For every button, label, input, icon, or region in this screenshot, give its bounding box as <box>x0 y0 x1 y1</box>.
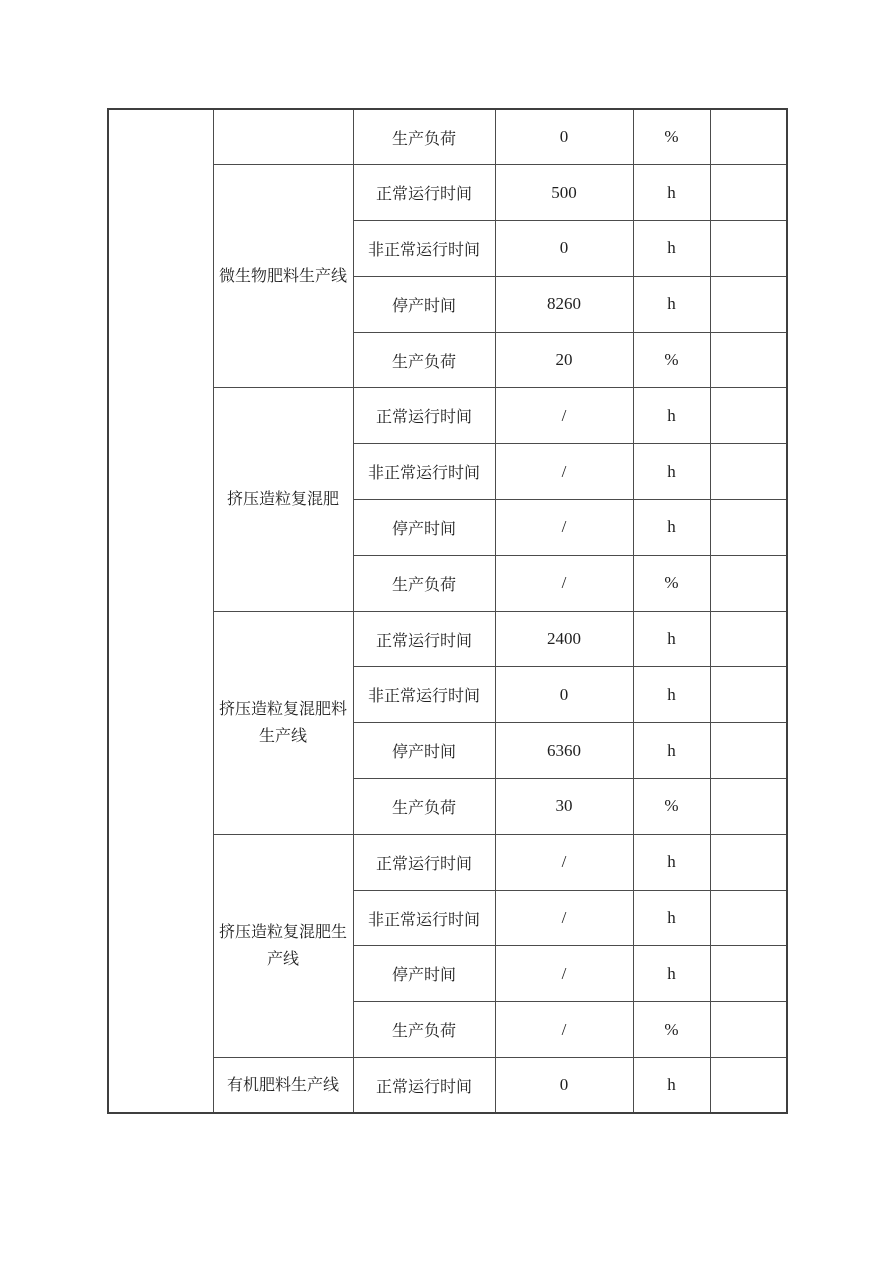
metric-cell: 停产时间 <box>353 500 495 556</box>
value-cell: 6360 <box>495 723 633 779</box>
unit-cell: h <box>633 221 710 277</box>
unit-cell: h <box>633 611 710 667</box>
remark-cell <box>710 667 787 723</box>
value-cell: / <box>495 500 633 556</box>
unit-cell: h <box>633 165 710 221</box>
production-operation-table <box>107 108 788 1114</box>
metric-cell: 停产时间 <box>353 946 495 1002</box>
remark-cell <box>710 165 787 221</box>
unit-cell: % <box>633 109 710 165</box>
metric-cell: 生产负荷 <box>353 555 495 611</box>
production-line-cell: 微生物肥料生产线 <box>213 165 353 388</box>
metric-cell: 生产负荷 <box>353 1002 495 1058</box>
value-cell: 0 <box>495 667 633 723</box>
unit-cell: h <box>633 834 710 890</box>
value-cell: 0 <box>495 221 633 277</box>
remark-cell <box>710 276 787 332</box>
unit-cell: % <box>633 555 710 611</box>
value-cell: / <box>495 946 633 1002</box>
value-cell: 2400 <box>495 611 633 667</box>
value-cell: / <box>495 1002 633 1058</box>
value-cell: / <box>495 834 633 890</box>
unit-cell: h <box>633 388 710 444</box>
remark-cell <box>710 500 787 556</box>
metric-cell: 生产负荷 <box>353 109 495 165</box>
remark-cell <box>710 388 787 444</box>
remark-cell <box>710 221 787 277</box>
remark-cell <box>710 834 787 890</box>
value-cell: / <box>495 444 633 500</box>
unit-cell: % <box>633 332 710 388</box>
left-spacer-cell <box>108 109 213 1113</box>
value-cell: / <box>495 890 633 946</box>
production-line-cell: 挤压造粒复混肥 <box>213 388 353 611</box>
remark-cell <box>710 444 787 500</box>
remark-cell <box>710 1058 787 1114</box>
metric-cell: 正常运行时间 <box>353 1058 495 1114</box>
table-body <box>108 109 787 1113</box>
metric-cell: 正常运行时间 <box>353 388 495 444</box>
unit-cell: % <box>633 1002 710 1058</box>
remark-cell <box>710 1002 787 1058</box>
unit-cell: h <box>633 946 710 1002</box>
remark-cell <box>710 723 787 779</box>
value-cell: / <box>495 388 633 444</box>
metric-cell: 生产负荷 <box>353 332 495 388</box>
production-line-cell: 挤压造粒复混肥生产线 <box>213 834 353 1057</box>
production-line-cell: 有机肥料生产线 <box>213 1058 353 1114</box>
value-cell: 0 <box>495 109 633 165</box>
value-cell: 8260 <box>495 276 633 332</box>
unit-cell: h <box>633 667 710 723</box>
value-cell: / <box>495 555 633 611</box>
metric-cell: 生产负荷 <box>353 779 495 835</box>
unit-cell: % <box>633 779 710 835</box>
unit-cell: h <box>633 500 710 556</box>
unit-cell: h <box>633 1058 710 1114</box>
value-cell: 30 <box>495 779 633 835</box>
metric-cell: 正常运行时间 <box>353 834 495 890</box>
remark-cell <box>710 779 787 835</box>
remark-cell <box>710 890 787 946</box>
unit-cell: h <box>633 723 710 779</box>
metric-cell: 非正常运行时间 <box>353 444 495 500</box>
metric-cell: 非正常运行时间 <box>353 667 495 723</box>
unit-cell: h <box>633 890 710 946</box>
production-line-cell <box>213 109 353 165</box>
unit-cell: h <box>633 444 710 500</box>
value-cell: 500 <box>495 165 633 221</box>
metric-cell: 正常运行时间 <box>353 611 495 667</box>
remark-cell <box>710 946 787 1002</box>
metric-cell: 正常运行时间 <box>353 165 495 221</box>
value-cell: 20 <box>495 332 633 388</box>
metric-cell: 非正常运行时间 <box>353 221 495 277</box>
remark-cell <box>710 555 787 611</box>
metric-cell: 停产时间 <box>353 276 495 332</box>
metric-cell: 停产时间 <box>353 723 495 779</box>
unit-cell: h <box>633 276 710 332</box>
production-line-cell: 挤压造粒复混肥料生产线 <box>213 611 353 834</box>
remark-cell <box>710 332 787 388</box>
value-cell: 0 <box>495 1058 633 1114</box>
remark-cell <box>710 611 787 667</box>
metric-cell: 非正常运行时间 <box>353 890 495 946</box>
remark-cell <box>710 109 787 165</box>
table-row <box>108 109 787 165</box>
